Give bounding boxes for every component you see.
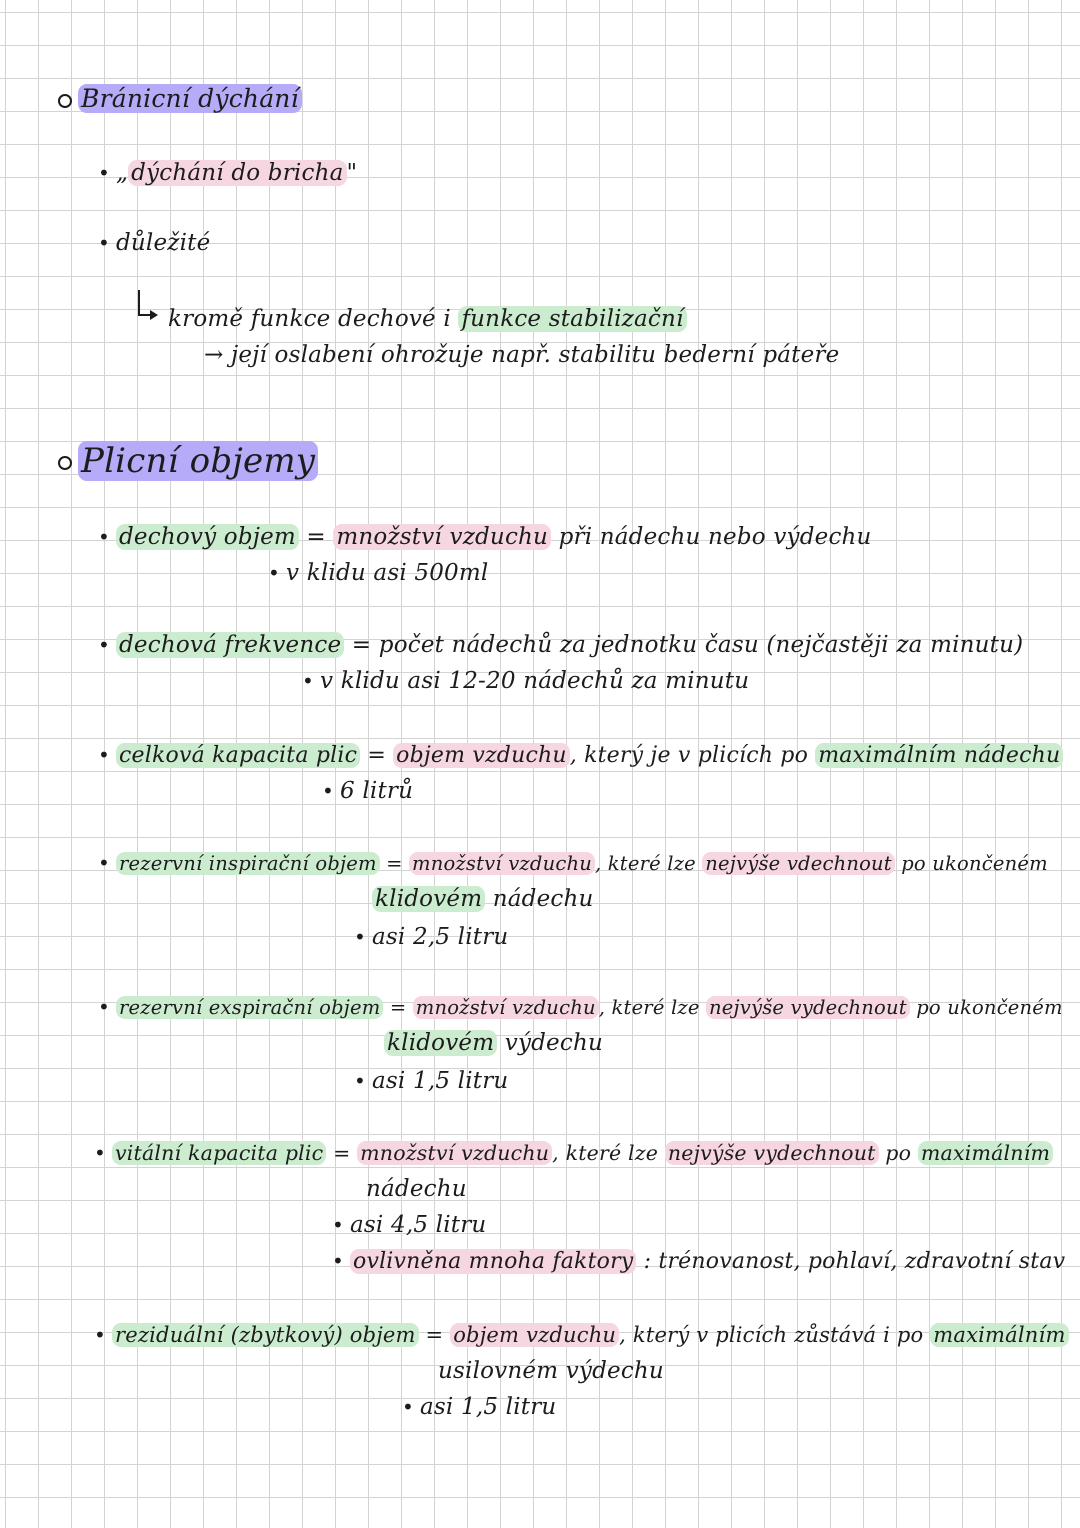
- highlight-text: objem vzduchu: [393, 743, 570, 768]
- equals: =: [298, 524, 334, 550]
- equals: =: [344, 632, 379, 658]
- definition: při nádechu nebo výdechu: [551, 524, 872, 550]
- highlight-text: nejvýše vydechnout: [665, 1141, 879, 1165]
- highlight-text: nejvýše vydechnout: [706, 996, 910, 1019]
- bullet-icon: •: [94, 1323, 106, 1347]
- note: [332, 1246, 1065, 1277]
- highlight-text: funkce stabilizační: [458, 306, 686, 332]
- section-branicni-title: [58, 84, 302, 114]
- highlight-text: maximálním: [930, 1323, 1068, 1347]
- ring-bullet-icon: [58, 456, 72, 470]
- list-item: [94, 1138, 1053, 1168]
- highlight-text: množství vzduchu: [409, 852, 595, 875]
- highlight-text: objem vzduchu: [450, 1323, 619, 1347]
- highlight-text: množství vzduchu: [333, 524, 551, 550]
- term: rezervní exspirační objem: [116, 996, 383, 1019]
- bullet-icon: •: [98, 851, 110, 875]
- definition-line2: usilovném výdechu: [438, 1358, 664, 1384]
- section-plicni-title: [58, 440, 318, 482]
- bullet-icon: •: [98, 161, 110, 185]
- bullet-icon: •: [402, 1395, 414, 1419]
- bullet-icon: •: [268, 561, 280, 585]
- list-item: [98, 630, 1023, 660]
- note-text: asi 4,5 litru: [350, 1212, 487, 1238]
- highlight-text: klidovém: [372, 886, 485, 912]
- bullet-icon: •: [322, 779, 334, 803]
- bullet-icon: •: [98, 633, 110, 657]
- sub-item: [168, 304, 687, 334]
- bullet-icon: •: [332, 1249, 344, 1273]
- definition: po ukončeném: [909, 996, 1063, 1019]
- definition-line2: [384, 1028, 603, 1058]
- note-text: asi 1,5 litru: [420, 1394, 557, 1420]
- term: reziduální (zbytkový) objem: [112, 1323, 419, 1347]
- bullet-icon: •: [98, 995, 110, 1019]
- note-text: : trénovanost, pohlaví, zdravotní stav: [636, 1249, 1066, 1274]
- definition-line2: [372, 884, 594, 914]
- highlight-text: množství vzduchu: [357, 1141, 552, 1165]
- bullet-icon: •: [354, 925, 366, 949]
- ring-bullet-icon: [58, 94, 72, 108]
- note: [268, 558, 488, 588]
- note-text: asi 1,5 litru: [372, 1068, 509, 1094]
- note: [354, 922, 508, 952]
- heading-text: Bránicní dýchání: [78, 84, 302, 113]
- highlight-text: klidovém: [384, 1030, 497, 1056]
- equals: =: [326, 1141, 358, 1165]
- note-text: v klidu asi 12-20 nádechů za minutu: [320, 668, 750, 694]
- note: [402, 1392, 556, 1422]
- note-text: asi 2,5 litru: [372, 924, 509, 950]
- bullet-icon: •: [98, 231, 110, 255]
- term: celková kapacita plic: [116, 743, 360, 768]
- bullet-icon: •: [94, 1141, 106, 1165]
- list-item: [98, 228, 210, 258]
- highlight-text: maximálním: [918, 1141, 1053, 1165]
- definition: , které lze: [552, 1141, 665, 1165]
- list-item: [98, 992, 1063, 1023]
- item-text: důležité: [116, 230, 211, 256]
- list-item: [98, 740, 1063, 771]
- bullet-icon: •: [98, 525, 110, 549]
- definition: , které lze: [594, 852, 703, 875]
- note: [302, 666, 749, 696]
- definition: nádechu: [485, 886, 594, 912]
- term: rezervní inspirační objem: [116, 852, 380, 875]
- list-item: [98, 158, 357, 188]
- highlight-text: množství vzduchu: [413, 996, 599, 1019]
- bullet-icon: •: [302, 669, 314, 693]
- arrow-curve-icon: [138, 290, 150, 316]
- item-text: kromě funkce dechové i: [168, 306, 459, 332]
- sub-item: → její oslabení ohrožuje např. stabilitu bederní páteře: [204, 342, 840, 368]
- highlight-text: maximálním nádechu: [815, 743, 1063, 768]
- bullet-icon: •: [98, 743, 110, 767]
- equals: =: [383, 996, 413, 1019]
- definition: , který je v plicích po: [569, 743, 816, 768]
- note: [354, 1066, 508, 1096]
- heading-text: Plicní objemy: [78, 441, 318, 481]
- equals: =: [360, 743, 394, 768]
- definition: počet nádechů za jednotku času (nejčastěji za minutu): [378, 632, 1024, 658]
- definition: , které lze: [598, 996, 707, 1019]
- note: [332, 1210, 486, 1240]
- term: vitální kapacita plic: [112, 1141, 326, 1165]
- list-item: [98, 522, 872, 552]
- term: dechová frekvence: [116, 632, 344, 658]
- note: [322, 776, 413, 806]
- bullet-icon: •: [354, 1069, 366, 1093]
- equals: =: [379, 852, 410, 875]
- definition-line2: nádechu: [366, 1176, 467, 1202]
- note-text: 6 litrů: [340, 778, 414, 804]
- note-text: v klidu asi 500ml: [286, 560, 489, 586]
- term: dechový objem: [116, 524, 299, 550]
- bullet-icon: •: [332, 1213, 344, 1237]
- highlight-text: dýchání do bricha: [128, 160, 346, 186]
- definition: výdechu: [497, 1030, 603, 1056]
- quote-close: ": [346, 160, 358, 186]
- definition: , který v plicích zůstává i po: [619, 1323, 931, 1347]
- equals: =: [418, 1323, 451, 1347]
- list-item: [94, 1320, 1069, 1350]
- quote-open: „: [116, 160, 129, 186]
- definition: po: [878, 1141, 918, 1165]
- definition: po ukončeném: [894, 852, 1048, 875]
- list-item: [98, 848, 1048, 879]
- highlight-text: ovlivněna mnoha faktory: [350, 1249, 636, 1274]
- highlight-text: nejvýše vdechnout: [702, 852, 895, 875]
